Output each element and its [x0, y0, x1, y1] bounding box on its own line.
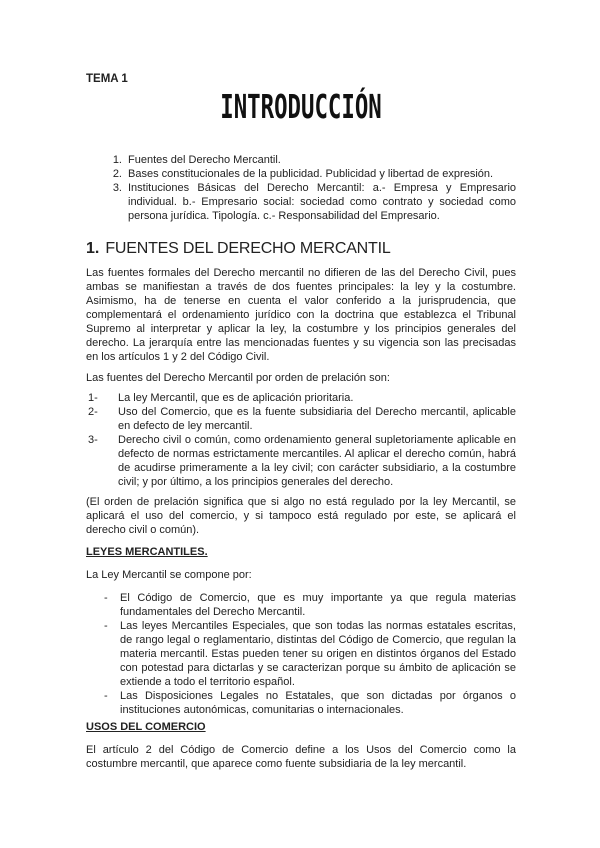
page-title: INTRODUCCIÓN	[220, 89, 382, 127]
list-number: 1-	[88, 392, 98, 404]
toc-text: Bases constitucionales de la publicidad. Publicidad y libertad de expresión.	[128, 168, 494, 180]
list-text: Uso del Comercio, que es la fuente subsidiaria del Derecho mercantil, aplicable en defecto de ley mercantil.	[118, 406, 516, 432]
toc-item	[86, 181, 516, 223]
intro-paragraph: Las fuentes formales del Derecho mercantil no difieren de las del Derecho Civil, pues ambas se manifiestan a través de dos fuentes principales: la ley y la costumbre. Asimismo, ha de tenerse en cuenta el valor conferido a la jurisprudencia, que complementará el ordenamiento jurídico con la doctrina que establezca el Tribunal Supremo al interpretar y aplicar la ley, la costumbre y los principios generales del derecho. La jerarquía entre las mencionadas fuentes y su vigencia son las precisadas en los artículos 1 y 2 del Código Civil.	[86, 267, 516, 363]
list-text: La ley Mercantil, que es de aplicación prioritaria.	[118, 392, 354, 404]
list-text: Las Disposiciones Legales no Estatales, que son dictadas por órganos o instituciones autonómicas, comunitarias o internacionales.	[120, 690, 516, 716]
section-title: FUENTES DEL DERECHO MERCANTIL	[105, 240, 391, 257]
list-dash: -	[104, 592, 108, 604]
list-item	[86, 689, 516, 717]
toc-number: 2.	[112, 168, 122, 180]
leyes-heading: LEYES MERCANTILES.	[86, 546, 208, 558]
topic-label: TEMA 1	[86, 73, 128, 85]
order-intro: Las fuentes del Derecho Mercantil por orden de prelación son:	[86, 372, 390, 384]
section-number: 1.	[86, 240, 100, 257]
list-item	[86, 405, 516, 433]
list-text: Derecho civil o común, como ordenamiento general supletoriamente aplicable en defecto de normas estrictamente mercantiles. Al aplicar el derecho común, habrá de acudirse primeramente a la ley civil; con carácter subsidiario, a la costumbre civil; y por último, a los principios generales del derecho.	[118, 434, 516, 488]
table-of-contents	[86, 153, 516, 223]
leyes-list	[86, 591, 516, 717]
list-number: 3-	[88, 434, 98, 446]
list-dash: -	[104, 620, 108, 632]
toc-number: 1.	[112, 154, 122, 166]
list-dash: -	[104, 690, 108, 702]
toc-text: Instituciones Básicas del Derecho Mercantil: a.- Empresa y Empresario individual. b.- Empresario social: sociedad como contrato y sociedad como persona jurídica. Tipología. c.- Responsabilidad del Empresario.	[128, 182, 516, 222]
list-item	[86, 391, 516, 405]
list-item	[86, 433, 516, 489]
list-text: Las leyes Mercantiles Especiales, que son todas las normas estatales escritas, de rango legal o reglamentario, distintas del Código de Comercio, que regulan la materia mercantil. Estas pueden tener su origen en distintos órganos del Estado con potestad para dictarlas y se caracterizan porque su ámbito de aplicación se extiende a todo el territorio español.	[120, 620, 516, 688]
toc-item	[86, 153, 516, 167]
usos-heading: USOS DEL COMERCIO	[86, 721, 206, 733]
leyes-intro: La Ley Mercantil se compone por:	[86, 569, 252, 581]
section-heading	[86, 239, 516, 259]
order-list	[86, 391, 516, 489]
list-number: 2-	[88, 406, 98, 418]
list-item	[86, 591, 516, 619]
list-text: El Código de Comercio, que es muy importante ya que regula materias fundamentales del Derecho Mercantil.	[120, 592, 516, 618]
toc-text: Fuentes del Derecho Mercantil.	[128, 154, 281, 166]
usos-paragraph: El artículo 2 del Código de Comercio define a los Usos del Comercio como la costumbre mercantil, que aparece como fuente subsidiaria de la ley mercantil.	[86, 744, 516, 770]
list-item	[86, 619, 516, 689]
toc-number: 3.	[112, 182, 122, 194]
toc-item	[86, 167, 516, 181]
precedence-note: (El orden de prelación significa que si algo no está regulado por la ley Mercantil, se aplicará el uso del comercio, y si tampoco está regulado por este, se aplicará el derecho civil o común).	[86, 496, 516, 536]
